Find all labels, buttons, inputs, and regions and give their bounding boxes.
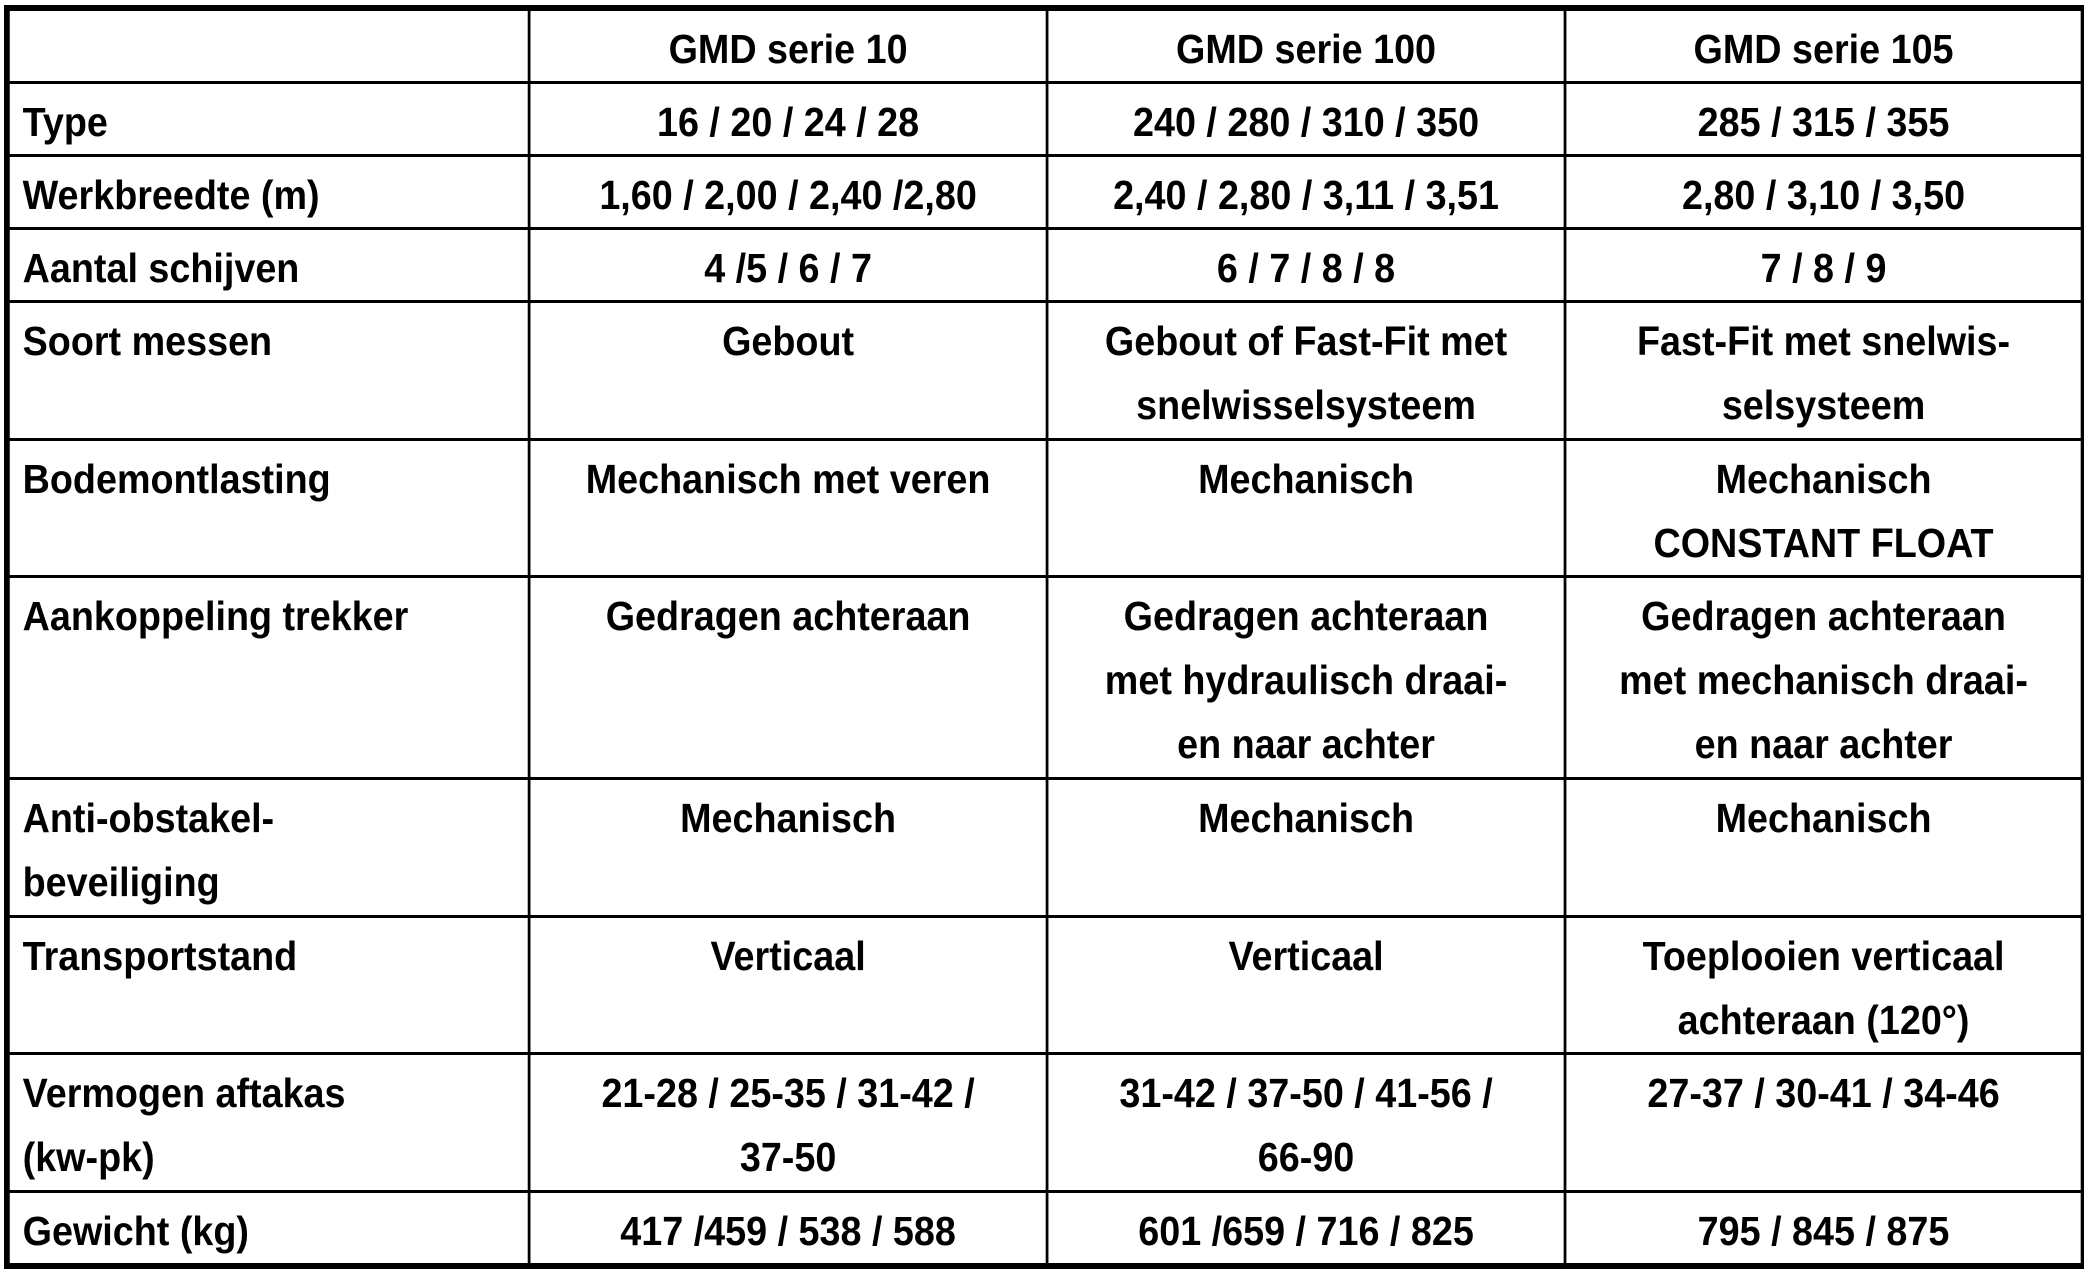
table-row-gewicht (8, 1192, 2082, 1265)
cell-value: Gebout of Fast-Fit met snelwisselsysteem (1047, 302, 1565, 440)
column-header-serie-105: GMD serie 105 (1565, 10, 2082, 83)
table-row-soort-messen (8, 302, 2082, 440)
row-label: Bodemontlasting (8, 440, 529, 577)
cell-value: 285 / 315 / 355 (1565, 83, 2082, 156)
cell-value: Fast-Fit met snelwis- selsysteem (1565, 302, 2082, 440)
cell-value: Mechanisch (1565, 779, 2082, 917)
cell-value: 601 /659 / 716 / 825 (1047, 1192, 1565, 1265)
cell-value: 21-28 / 25-35 / 31-42 / 37-50 (529, 1054, 1047, 1192)
cell-value: Mechanisch (1047, 779, 1565, 917)
cell-value: 2,40 / 2,80 / 3,11 / 3,51 (1047, 156, 1565, 229)
row-label: Anti-obstakel- beveiliging (8, 779, 529, 917)
cell-value: Toeplooien verticaal achteraan (120°) (1565, 917, 2082, 1054)
table-row-aankoppeling-trekker (8, 577, 2082, 779)
table-row-anti-obstakel (8, 779, 2082, 917)
row-label: Aankoppeling trekker (8, 577, 529, 779)
cell-value: 4 /5 / 6 / 7 (529, 229, 1047, 302)
cell-value: 795 / 845 / 875 (1565, 1192, 2082, 1265)
row-label: Aantal schijven (8, 229, 529, 302)
row-label: Vermogen aftakas (kw-pk) (8, 1054, 529, 1192)
cell-value: Gedragen achteraan met mechanisch draai- en naar achter (1565, 577, 2082, 779)
header-empty-cell (8, 10, 529, 83)
cell-value: Gedragen achteraan met hydraulisch draai- en naar achter (1047, 577, 1565, 779)
table-header-row (8, 10, 2082, 83)
cell-value: Mechanisch met veren (529, 440, 1047, 577)
cell-value: 7 / 8 / 9 (1565, 229, 2082, 302)
column-header-serie-10: GMD serie 10 (529, 10, 1047, 83)
cell-value: Mechanisch (529, 779, 1047, 917)
cell-value: Verticaal (1047, 917, 1565, 1054)
cell-value: 31-42 / 37-50 / 41-56 / 66-90 (1047, 1054, 1565, 1192)
cell-value: 1,60 / 2,00 / 2,40 /2,80 (529, 156, 1047, 229)
row-label: Soort messen (8, 302, 529, 440)
row-label: Type (8, 83, 529, 156)
spec-table-container (4, 5, 2084, 1269)
table-row-aantal-schijven (8, 229, 2082, 302)
row-label: Transportstand (8, 917, 529, 1054)
cell-value: 16 / 20 / 24 / 28 (529, 83, 1047, 156)
spec-table (7, 8, 2083, 1266)
table-row-werkbreedte (8, 156, 2082, 229)
cell-value: 6 / 7 / 8 / 8 (1047, 229, 1565, 302)
table-row-type (8, 83, 2082, 156)
column-header-serie-100: GMD serie 100 (1047, 10, 1565, 83)
table-row-bodemontlasting (8, 440, 2082, 577)
cell-value: 27-37 / 30-41 / 34-46 (1565, 1054, 2082, 1192)
cell-value: Gedragen achteraan (529, 577, 1047, 779)
table-row-vermogen-aftakas (8, 1054, 2082, 1192)
cell-value: Mechanisch (1047, 440, 1565, 577)
cell-value: Verticaal (529, 917, 1047, 1054)
cell-value: 240 / 280 / 310 / 350 (1047, 83, 1565, 156)
cell-value: 2,80 / 3,10 / 3,50 (1565, 156, 2082, 229)
cell-value: Gebout (529, 302, 1047, 440)
cell-value: 417 /459 / 538 / 588 (529, 1192, 1047, 1265)
cell-value: Mechanisch CONSTANT FLOAT (1565, 440, 2082, 577)
row-label: Gewicht (kg) (8, 1192, 529, 1265)
table-row-transportstand (8, 917, 2082, 1054)
row-label: Werkbreedte (m) (8, 156, 529, 229)
